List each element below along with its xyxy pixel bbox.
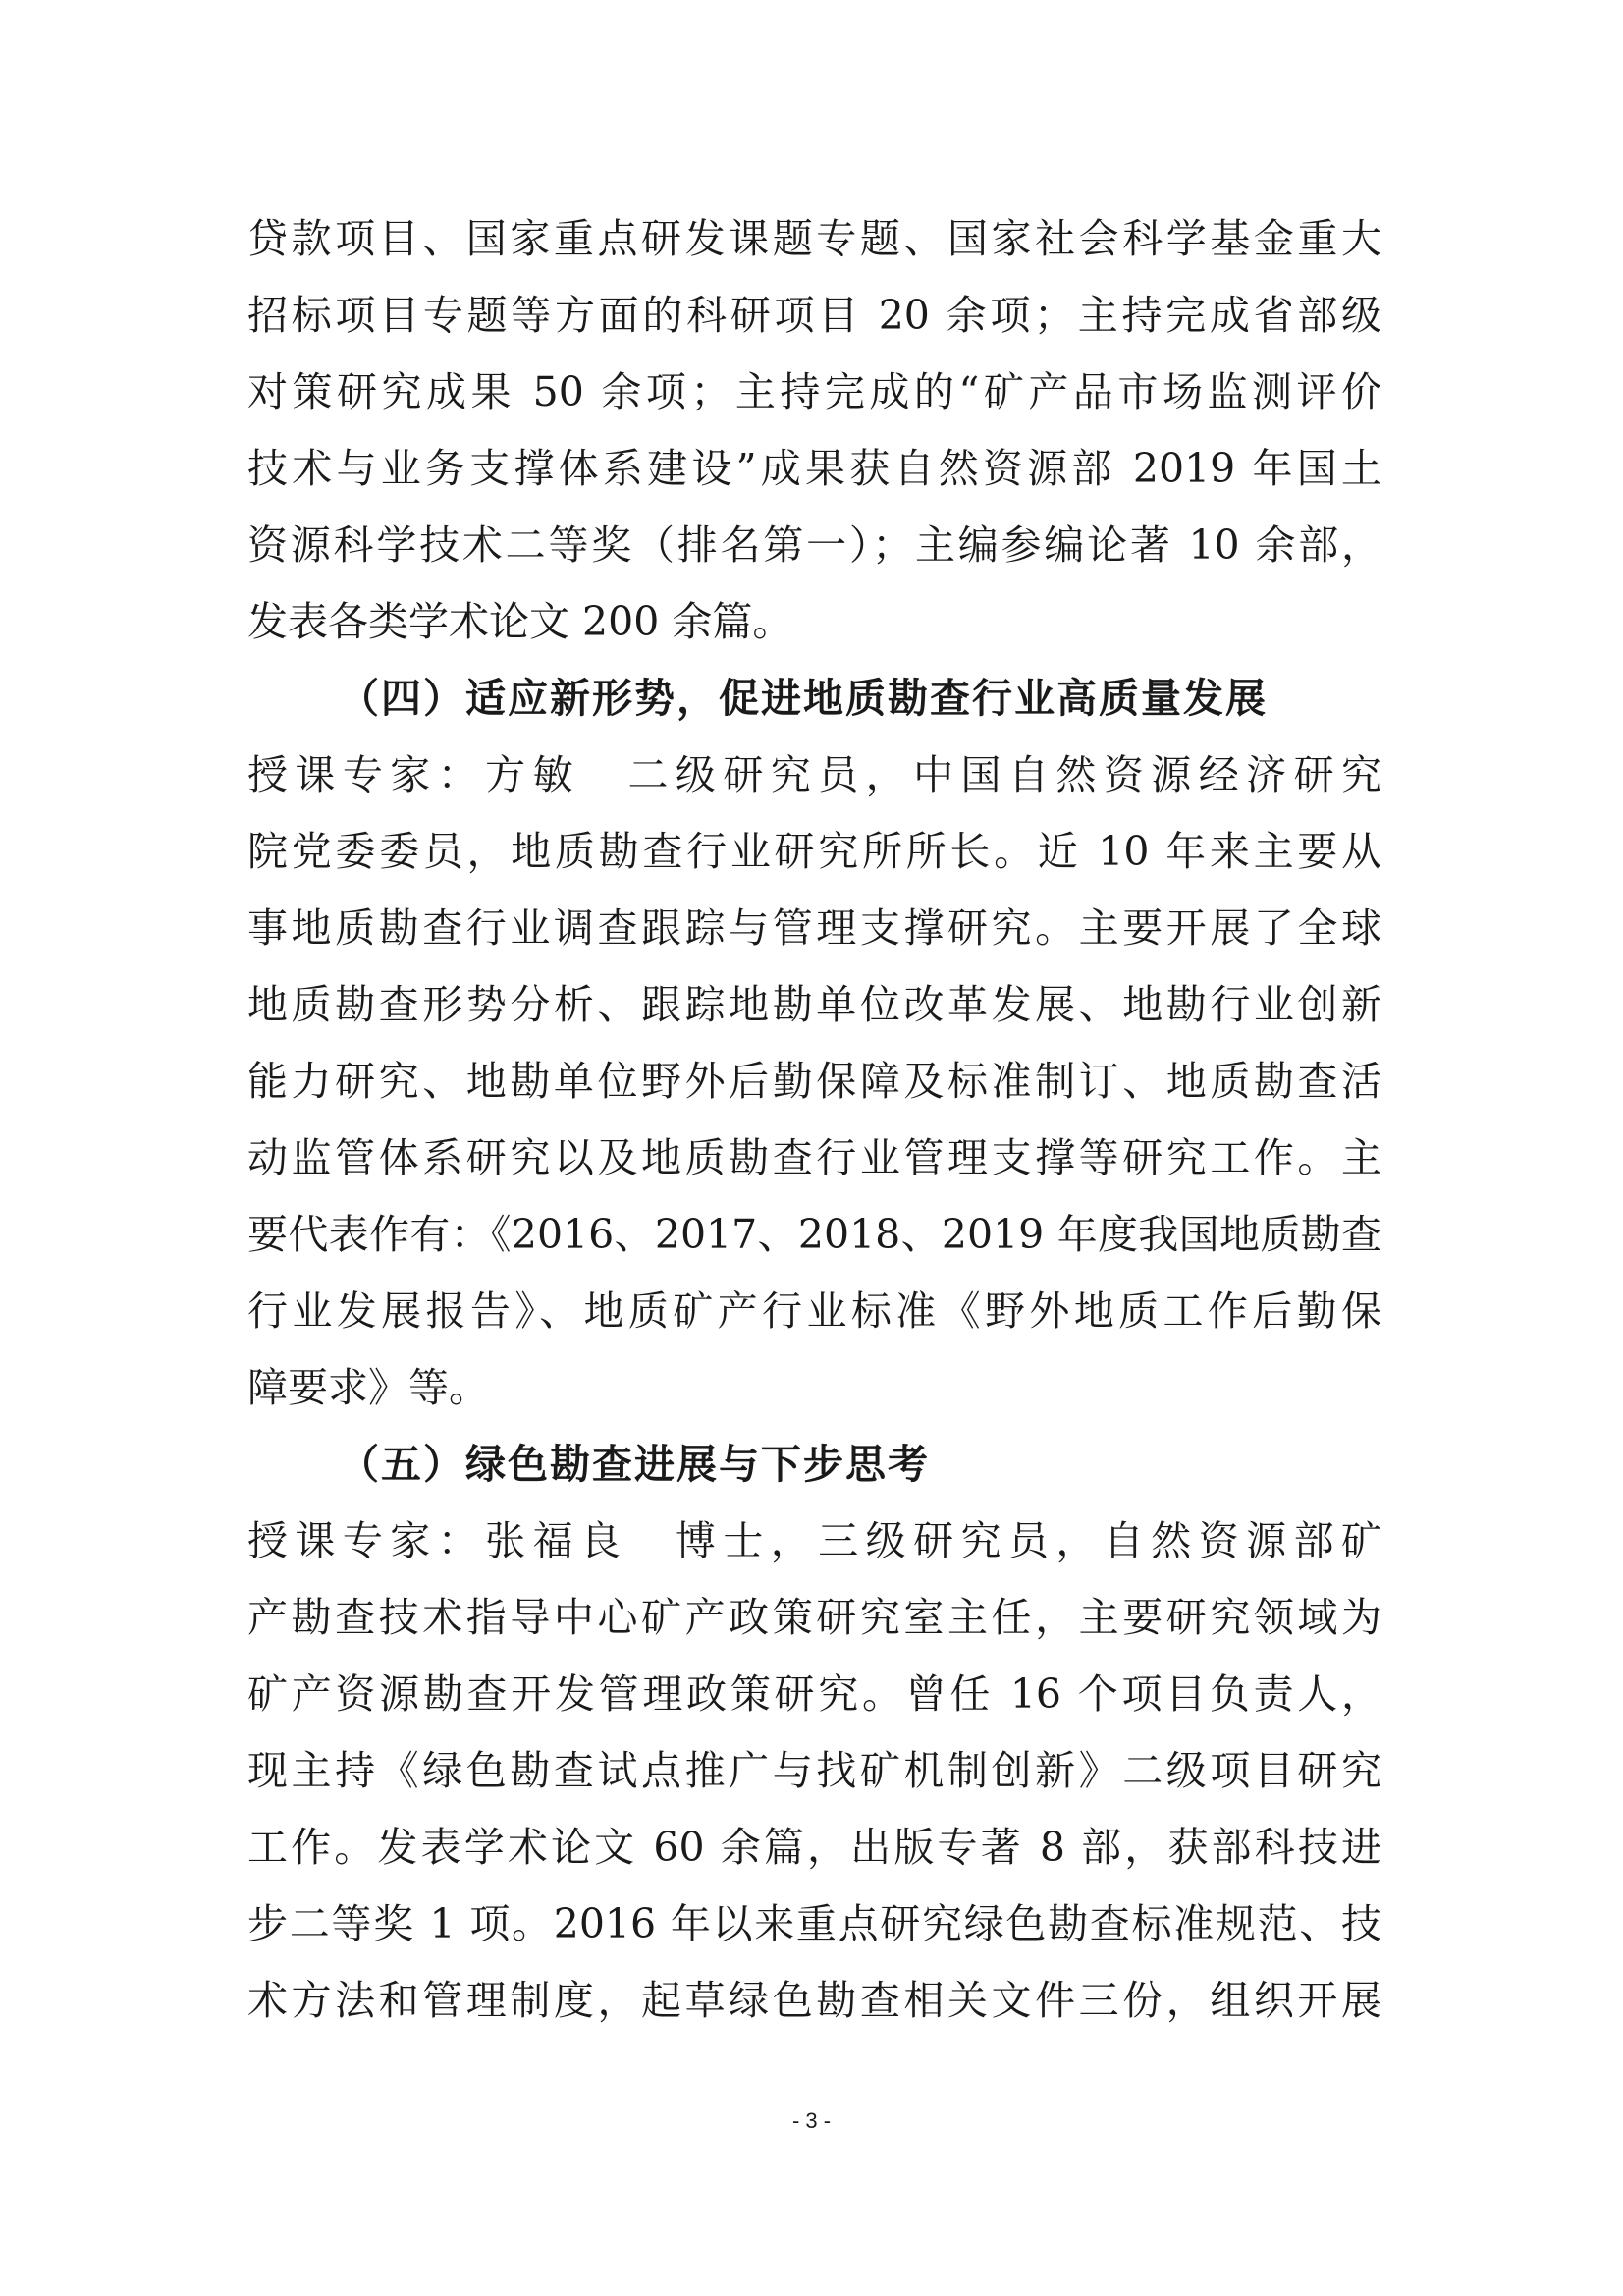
body-line: 产勘查技术指导中心矿产政策研究室主任，主要研究领域为 [247,1594,1381,1641]
body-line: 贷款项目、国家重点研发课题专题、国家社会科学基金重大 [247,215,1381,262]
body-line: 授课专家：张福良 博士，三级研究员，自然资源部矿 [247,1517,1381,1564]
body-line: 招标项目专题等方面的科研项目 20 余项；主持完成省部级 [247,292,1381,339]
body-line: 技术与业务支撑体系建设”成果获自然资源部 2019 年国土 [247,445,1381,492]
body-line: 资源科学技术二等奖（排名第一）；主编参编论著 10 余部， [247,521,1381,569]
body-line: 术方法和管理制度，起草绿色勘查相关文件三份，组织开展 [247,1977,1381,2024]
body-line: 发表各类学术论文 200 余篇。 [247,598,793,645]
body-line: 授课专家：方敏 二级研究员，中国自然资源经济研究 [247,751,1381,798]
body-line: 地质勘查形势分析、跟踪地勘单位改革发展、地勘行业创新 [247,981,1381,1028]
body-line: 现主持《绿色勘查试点推广与找矿机制创新》二级项目研究 [247,1747,1381,1794]
body-line: 动监管体系研究以及地质勘查行业管理支撑等研究工作。主 [247,1134,1381,1181]
body-line: 障要求》等。 [247,1364,489,1411]
body-line: 行业发展报告》、地质矿产行业标准《野外地质工作后勤保 [247,1287,1381,1335]
body-line: 要代表作有：《2016、2017、2018、2019 年度我国地质勘查 [247,1211,1381,1258]
body-line: 能力研究、地勘单位野外后勤保障及标准制订、地质勘查活 [247,1058,1381,1105]
body-line: 院党委委员，地质勘查行业研究所所长。近 10 年来主要从 [247,828,1381,875]
body-line: 步二等奖 1 项。2016 年以来重点研究绿色勘查标准规范、技 [247,1900,1381,1947]
body-line: 工作。发表学术论文 60 余篇，出版专著 8 部，获部科技进 [247,1824,1381,1871]
section-heading: （四）适应新形势，促进地质勘查行业高质量发展 [339,675,1268,722]
body-line: 对策研究成果 50 余项；主持完成的“矿产品市场监测评价 [247,368,1381,415]
page-number: - 3 - [791,2108,832,2133]
section-heading: （五）绿色勘查进展与下步思考 [339,1441,930,1488]
body-line: 矿产资源勘查开发管理政策研究。曾任 16 个项目负责人， [247,1670,1381,1718]
body-line: 事地质勘查行业调查跟踪与管理支撑研究。主要开展了全球 [247,904,1381,952]
